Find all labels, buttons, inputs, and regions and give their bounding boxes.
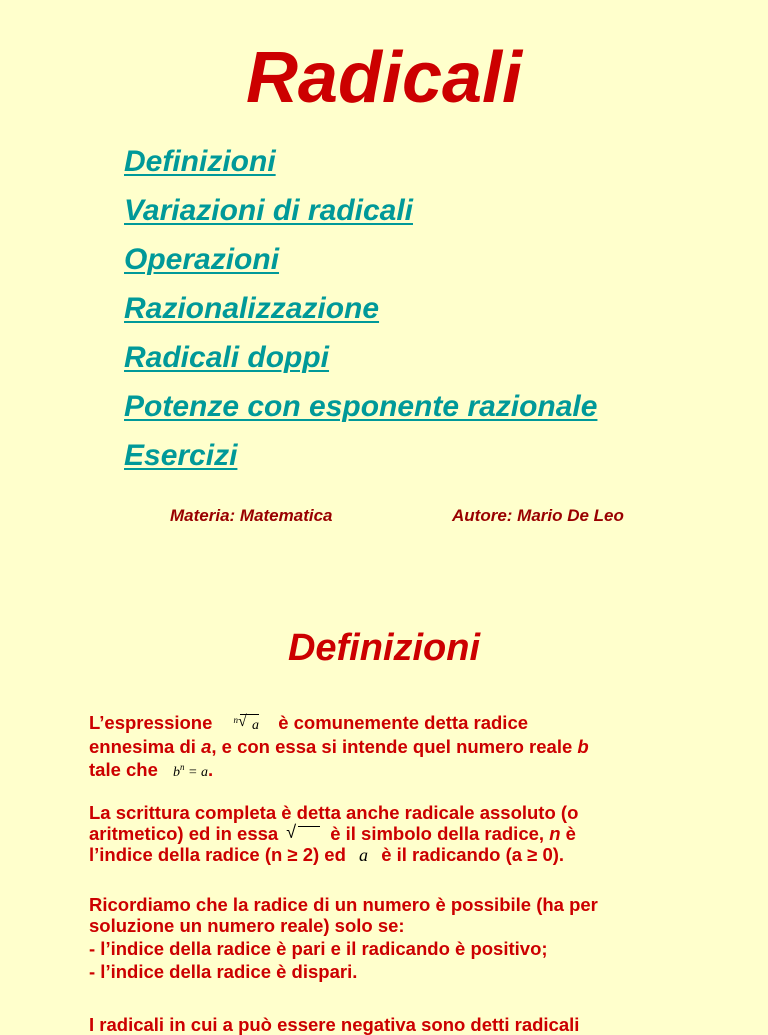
page-title: Radicali [245,38,523,118]
toc-link-esercizi[interactable]: Esercizi [124,439,238,472]
var-a: a [201,736,212,757]
p3-line1: Ricordiamo che la radice di un numero è possibile (ha per [89,894,598,915]
radical-symbol-icon [286,826,322,842]
p2-line3-text-b: è il radicando (a ≥ 0). [381,844,565,865]
section-heading: Definizioni [287,627,481,669]
var-n: n [549,823,561,844]
root-radicand: √ a [240,714,259,736]
toc-link-potenze[interactable]: Potenze con esponente razionale [124,390,598,423]
paragraph-conditions [89,894,709,982]
root-index: n [233,715,239,725]
p1-line2-text-b: , e con essa si intende quel numero reale [211,736,578,757]
p3-line2: soluzione un numero reale) solo se: [89,915,405,936]
p2-line2-text-c: è [565,823,576,844]
p1-line2-text: ennesima di [89,736,202,757]
paragraph-notation [89,802,709,866]
eq-rest: = a [184,765,208,780]
p2-line2-text: aritmetico) ed in essa [89,823,279,844]
p2-line2-text-b: è il simbolo della radice, [330,823,545,844]
p1-line3-text: tale che [89,759,158,780]
equation-bn-a [173,757,208,783]
eq-b: b [173,765,181,780]
toc-link-operazioni[interactable]: Operazioni [124,243,280,276]
condition-item-even: - l’indice della radice è pari e il radicando è positivo; [89,938,548,959]
eq-period: . [208,759,214,780]
radicand-var: a [359,845,369,865]
p2-line3-text: l’indice della radice (n ≥ 2) ed [89,844,346,865]
toc-link-variazioni[interactable]: Variazioni di radicali [124,194,413,227]
var-b: b [577,736,589,757]
condition-item-odd: - l’indice della radice è dispari. [89,961,358,982]
p1-after-root: è comunemente detta radice [278,712,529,733]
eq-n: n [180,762,185,772]
toc-link-radicali-doppi[interactable]: Radicali doppi [124,341,330,374]
author-label: Autore: Mario De Leo [452,506,624,525]
toc-link-definizioni[interactable]: Definizioni [124,145,276,178]
toc-link-razionalizzazione[interactable]: Razionalizzazione [124,292,380,325]
nth-root-formula [234,710,260,736]
subject-label: Materia: Matematica [170,506,333,525]
p2-line1: La scrittura completa è detta anche radicale assoluto (o [89,802,579,823]
paragraph-truncated: I radicali in cui a può essere negativa sono detti radicali [89,1014,580,1035]
paragraph-definition [89,710,709,783]
p1-prefix: L’espressione [89,712,213,733]
